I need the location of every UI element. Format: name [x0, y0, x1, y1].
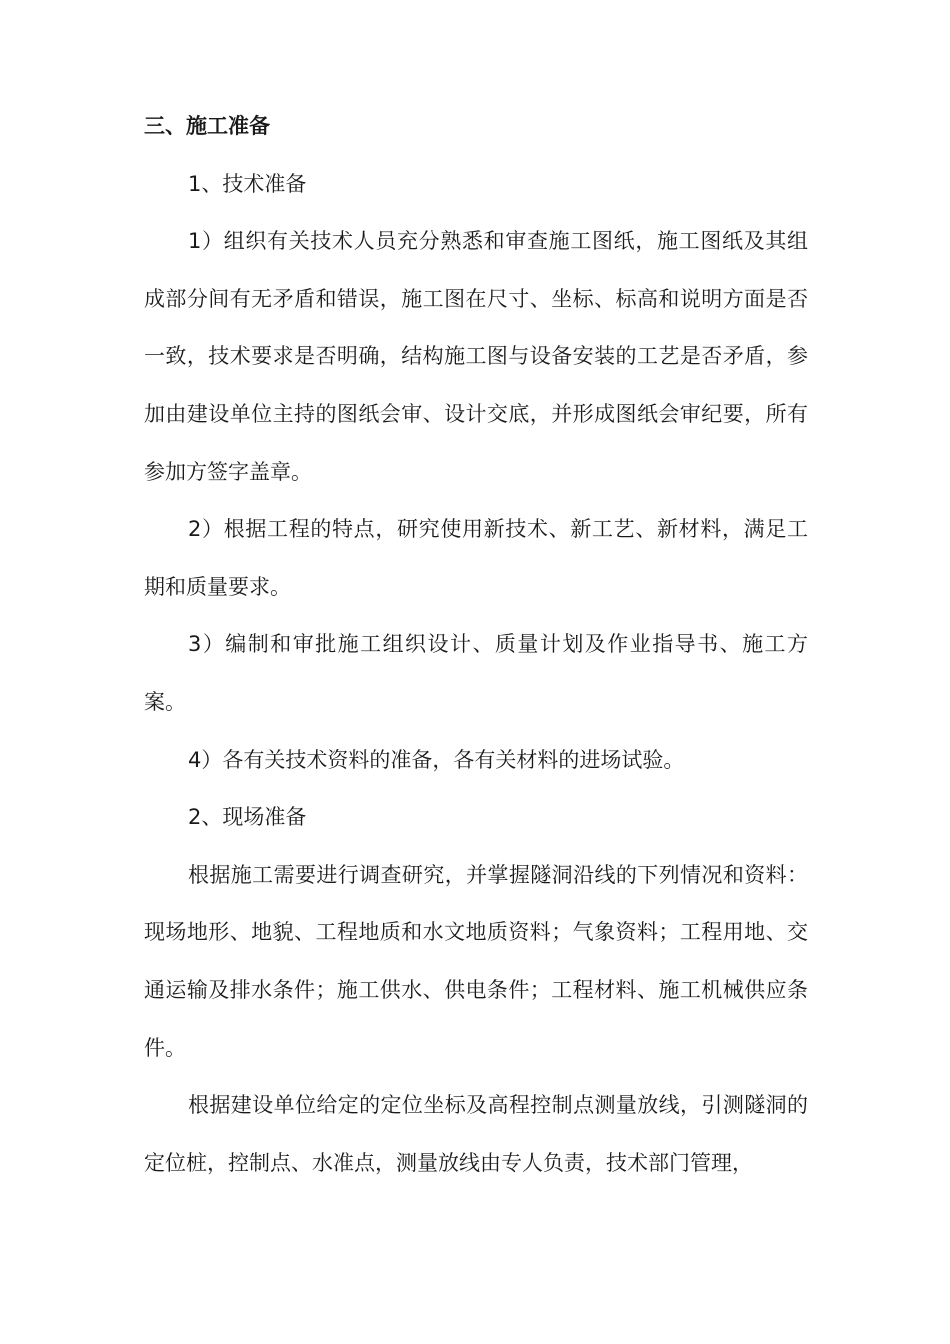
paragraph-item-3: 3）编制和审批施工组织设计、质量计划及作业指导书、施工方案。 — [144, 632, 808, 714]
document-body — [144, 98, 808, 1192]
paragraph-item-4: 4）各有关技术资料的准备，各有关材料的进场试验。 — [188, 747, 685, 772]
paragraph-item-1: 1）组织有关技术人员充分熟悉和审查施工图纸，施工图纸及其组成部分间有无矛盾和错误，施工图在尺寸、坐标、标高和说明方面是否一致，技术要求是否明确，结构施工图与设备安装的工艺是否矛盾，参加由建设单位主持的图纸会审、设计交底，并形成图纸会审纪要，所有参加方签字盖章。 — [144, 229, 808, 484]
paragraph-item-2: 2）根据工程的特点，研究使用新技术、新工艺、新材料，满足工期和质量要求。 — [144, 517, 808, 599]
subsection-heading-technical: 1、技术准备 — [188, 171, 307, 196]
subsection-heading-site: 2、现场准备 — [188, 805, 307, 830]
section-heading: 三、施工准备 — [144, 114, 270, 138]
paragraph-site-layout: 根据建设单位给定的定位坐标及高程控制点测量放线，引测隧洞的定位桩，控制点、水准点，测量放线由专人负责，技术部门管理， — [144, 1093, 808, 1175]
paragraph-site-survey: 根据施工需要进行调查研究，并掌握隧洞沿线的下列情况和资料：现场地形、地貌、工程地质和水文地质资料；气象资料；工程用地、交通运输及排水条件；施工供水、供电条件；工程材料、施工机械供应条件。 — [144, 862, 808, 1060]
